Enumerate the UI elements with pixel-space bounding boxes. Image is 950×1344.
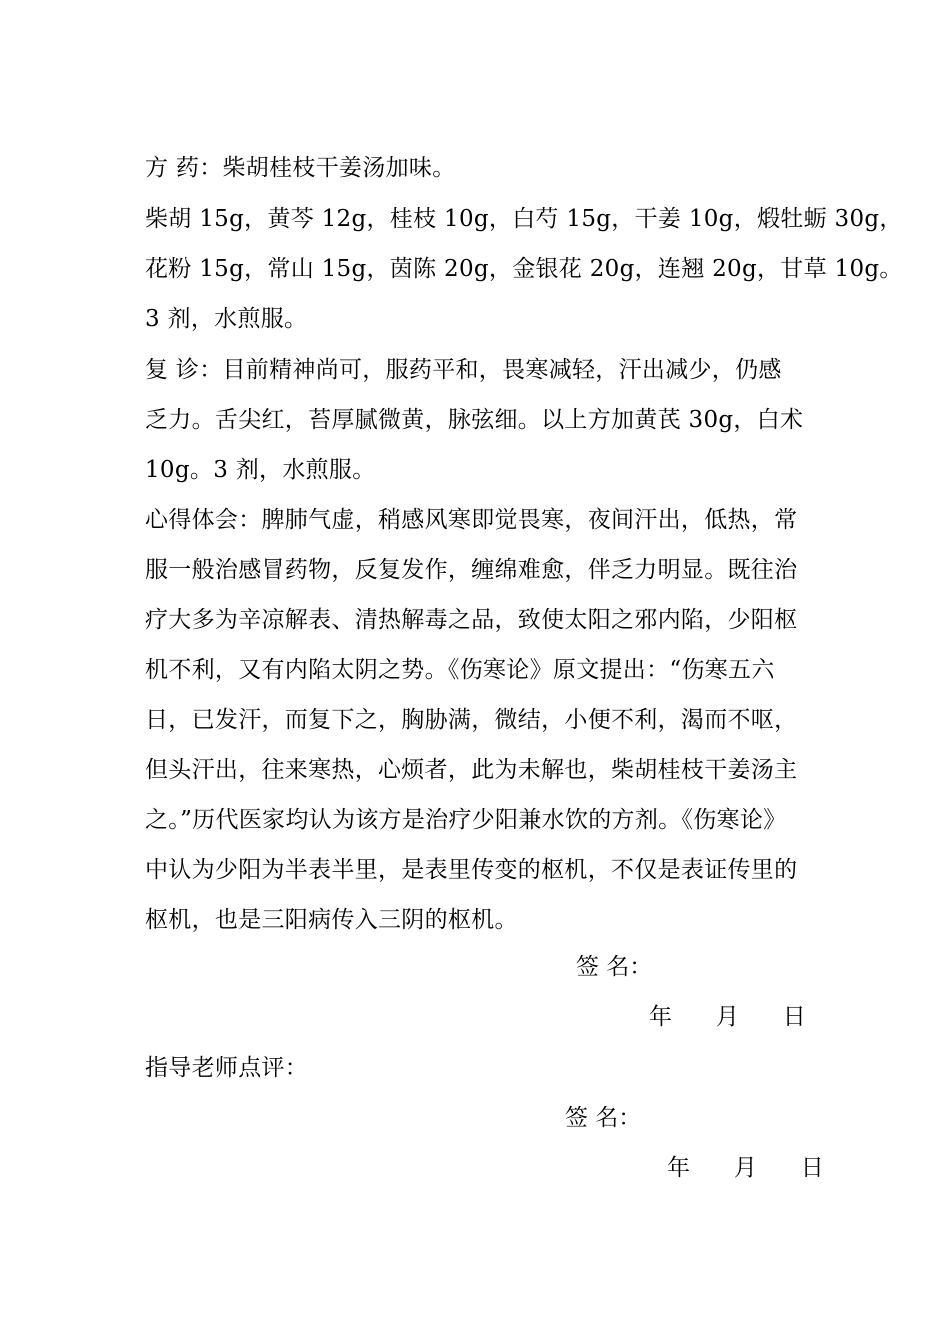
reflection-line-2: 服一般治感冒药物，反复发作，缠绵难愈，伴乏力明显。既往治 — [145, 557, 798, 583]
reflection-line-6: 但头汗出，往来寒热，心烦者，此为未解也，柴胡桂枝干姜汤主 — [145, 757, 798, 783]
signature-label: 签 名： — [576, 954, 653, 980]
herb-list-line-2: 花粉 15g，常山 15g，茵陈 20g，金银花 20g，连翘 20g，甘草 10g。 — [145, 256, 903, 282]
date-line: 年 月 日 — [649, 1004, 806, 1030]
reflection-line-4: 机不利，又有内陷太阴之势。《伤寒论》原文提出：“伤寒五六 — [145, 657, 775, 683]
followup-line-2: 乏力。舌尖红，苔厚腻微黄，脉弦细。以上方加黄芪 30g，白术 — [145, 407, 804, 433]
teacher-signature-label: 签 名： — [565, 1105, 642, 1131]
reflection-line-7: 之。”历代医家均认为该方是治疗少阳兼水饮的方剂。《伤寒论》 — [145, 807, 787, 833]
reflection-line-9: 枢机，也是三阳病传入三阴的枢机。 — [145, 907, 518, 933]
dosage-instruction: 3 剂，水煎服。 — [145, 306, 308, 332]
followup-line-3: 10g。3 剂，水煎服。 — [145, 457, 376, 483]
teacher-date-line: 年 月 日 — [667, 1155, 824, 1181]
prescription-heading: 方 药：柴胡桂枝干姜汤加味。 — [145, 155, 456, 181]
reflection-line-3: 疗大多为辛凉解表、清热解毒之品，致使太阳之邪内陷，少阳枢 — [145, 607, 798, 633]
followup-line-1: 复 诊：目前精神尚可，服药平和，畏寒减轻，汗出减少，仍感 — [145, 357, 782, 383]
herb-list-line-1: 柴胡 15g，黄芩 12g，桂枝 10g，白芍 15g，干姜 10g，煅牡蛎 30g， — [145, 206, 903, 232]
teacher-comment-label: 指导老师点评： — [145, 1055, 309, 1081]
reflection-line-1: 心得体会：脾肺气虚，稍感风寒即觉畏寒，夜间汗出，低热，常 — [145, 507, 798, 533]
reflection-line-5: 日，已发汗，而复下之，胸胁满，微结，小便不利，渴而不呕， — [145, 707, 798, 733]
reflection-line-8: 中认为少阳为半表半里，是表里传变的枢机，不仅是表证传里的 — [145, 857, 798, 883]
